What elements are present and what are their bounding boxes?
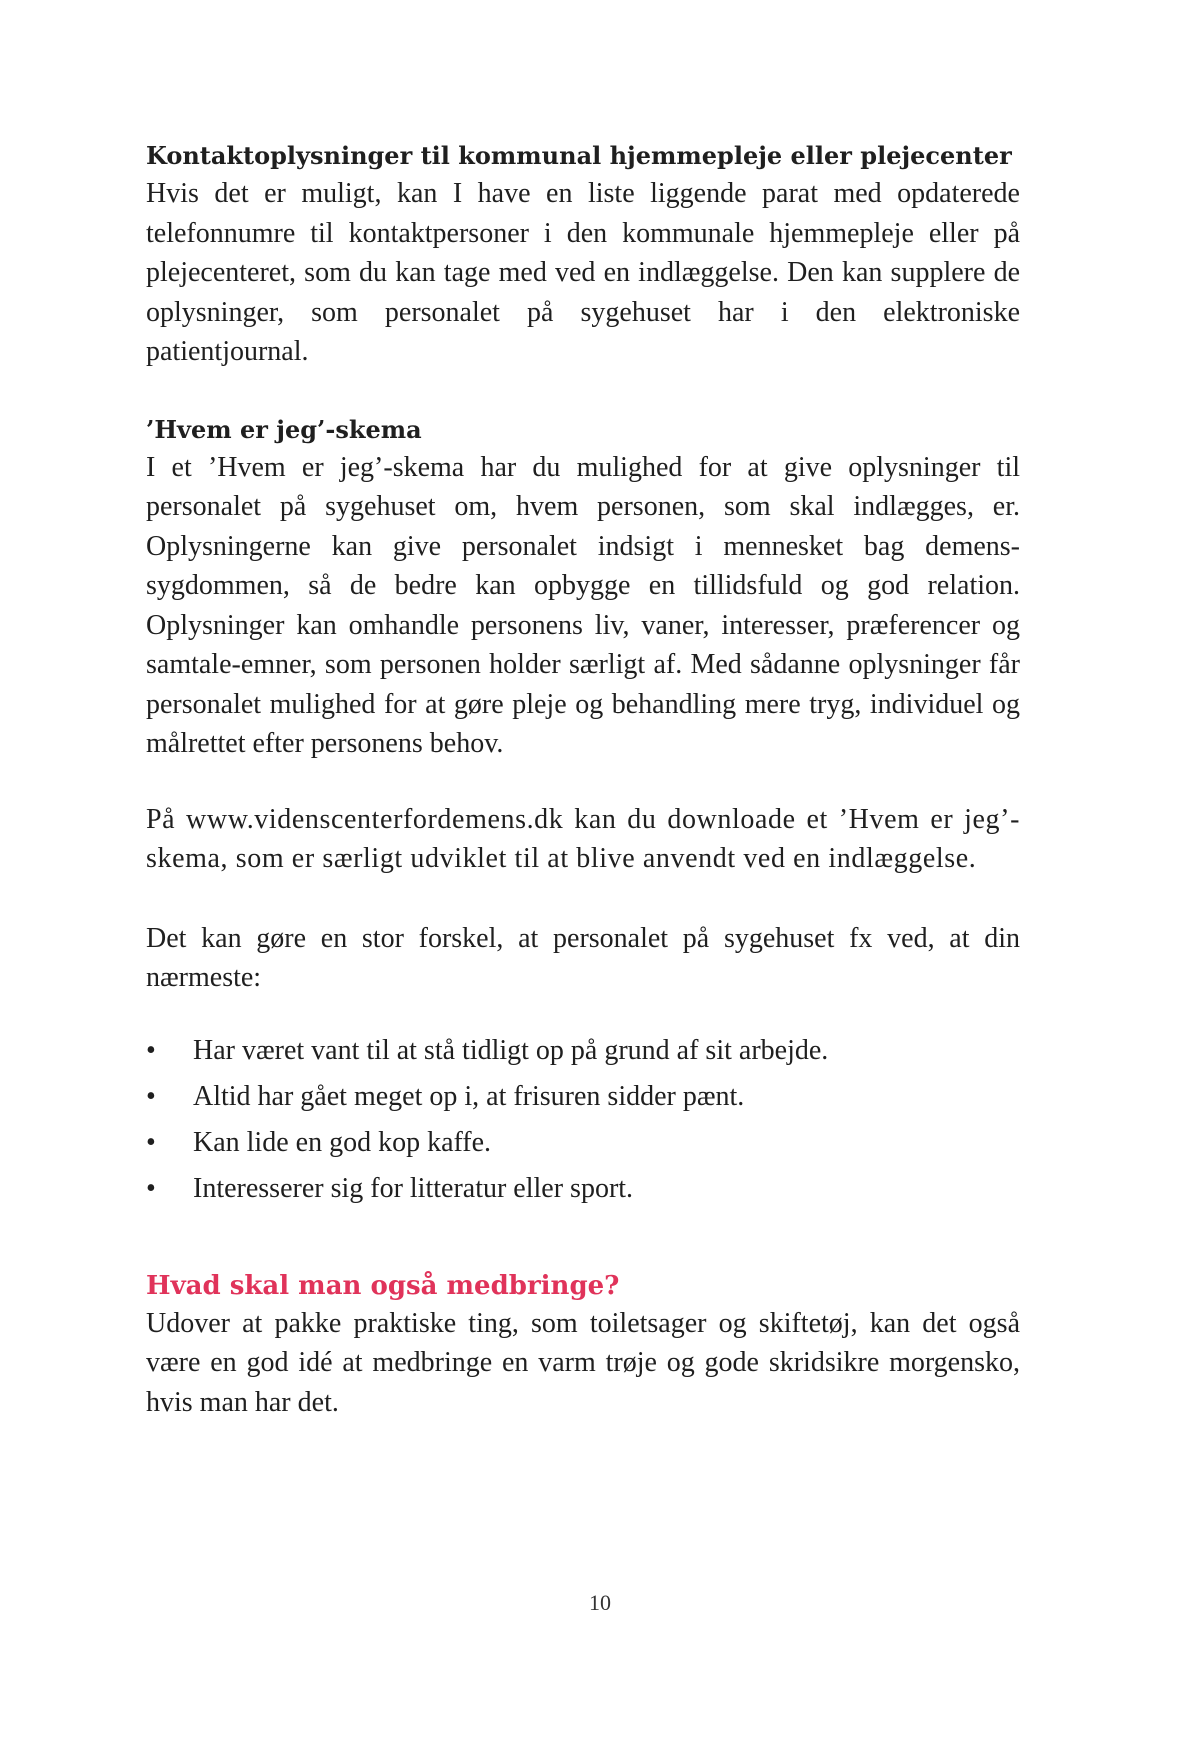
who-am-i-paragraph: I et ’Hvem er jeg’-skema har du mulighed for at give oplysninger til personalet på sygehuset om, hvem personen, som skal indlægges, er. Oplysningerne kan give personalet indsigt i mennesket bag demenssygdommen, så de bedre kan opbygge en tillidsfuld og god relation. Oplysninger kan omhandle personens liv, vaner, interesser, præferencer og samtale-emner, som personen holder særligt af. Med sådanne oplysninger får personalet mulighed for at gøre pleje og behandling mere tryg, individuel og målrettet efter personens behov. <box>146 451 1020 759</box>
list-item <box>146 1028 1020 1074</box>
bullet-icon: • <box>146 1080 156 1112</box>
download-paragraph: På www.videnscenterfordemens.dk kan du downloade et ’Hvem er jeg’-skema, som er særligt udviklet til at blive anvendt ved en indlæggelse. <box>146 803 1020 874</box>
bring-paragraph: Udover at pakke praktiske ting, som toiletsager og skiftetøj, kan det også være en god idé at medbringe en varm trøje og gode skridsikre morgensko, hvis man har det. <box>146 1307 1020 1418</box>
bullet-icon: • <box>146 1126 156 1158</box>
intro-paragraph: Det kan gøre en stor forskel, at personalet på sygehuset fx ved, at din nærmeste: <box>146 922 1020 993</box>
list-item-text: Har været vant til at stå tidligt op på grund af sit arbejde. <box>193 1034 829 1066</box>
list-item-text: Interesserer sig for litteratur eller sport. <box>193 1172 634 1204</box>
contact-paragraph: Hvis det er muligt, kan I have en liste liggende parat med opdaterede telefonnumre til kontaktpersoner i den kommunale hjemmepleje eller på plejecenteret, som du kan tage med ved en indlæggelse. Den kan supplere de oplysninger, som personalet på sygehuset har i den elektroniske patientjournal. <box>146 178 1020 367</box>
bullet-list <box>146 1028 1020 1212</box>
bullet-icon: • <box>146 1172 156 1204</box>
list-item <box>146 1166 1020 1212</box>
list-item-text: Kan lide en god kop kaffe. <box>193 1126 492 1158</box>
who-am-i-heading: ’Hvem er jeg’-skema <box>146 414 422 444</box>
list-item <box>146 1120 1020 1166</box>
bullet-icon: • <box>146 1034 156 1066</box>
document-page <box>146 138 1020 1422</box>
page-number: 10 <box>589 1590 611 1615</box>
contact-heading: Kontaktoplysninger til kommunal hjemmepleje eller plejecenter <box>146 141 1012 170</box>
list-item-text: Altid har gået meget op i, at frisuren sidder pænt. <box>193 1080 745 1112</box>
list-item <box>146 1074 1020 1120</box>
bring-heading: Hvad skal man også medbringe? <box>146 1270 620 1301</box>
